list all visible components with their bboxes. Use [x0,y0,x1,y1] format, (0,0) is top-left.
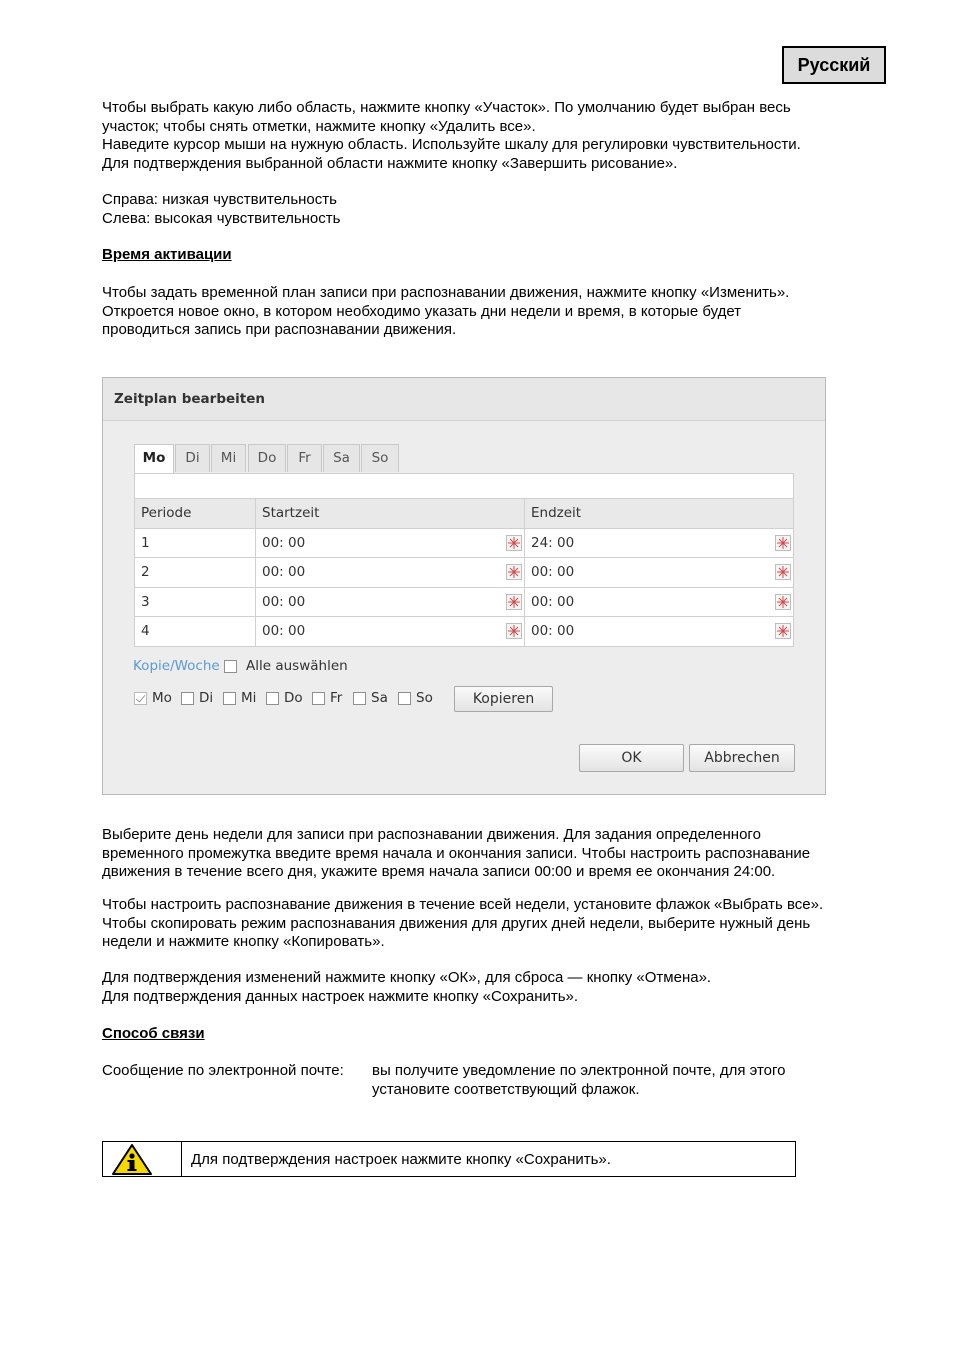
text-line: вы получите уведомление по электронной почте, для этого [372,1062,786,1079]
end-time-cell[interactable] [525,558,794,588]
end-time-value[interactable]: 24: 00 [531,534,575,551]
language-badge: Русский [782,46,886,84]
activation-paragraph [102,284,892,340]
time-picker-icon[interactable] [775,564,791,580]
text-line: Чтобы настроить распознавание движения в течение всей недели, установите флажок «Выбрать все». [102,896,824,913]
ok-button[interactable]: OK [579,744,684,772]
activation-line: проводиться запись при распознавании движения. [102,321,457,338]
copy-day-label-mo: Mo [152,690,172,706]
time-picker-icon[interactable] [775,535,791,551]
copy-day-checkbox-mo[interactable] [134,692,147,705]
start-time-cell[interactable] [256,617,525,647]
copy-day-checkbox-mi[interactable] [223,692,236,705]
tab-mi[interactable]: Mi [211,444,246,472]
text-line: недели и нажмите кнопку «Копировать». [102,933,385,950]
schedule-table [134,498,794,647]
copy-week-link[interactable]: Kopie/Woche [133,658,220,674]
table-row [135,528,794,558]
time-picker-icon[interactable] [506,564,522,580]
copy-day-checkbox-sa[interactable] [353,692,366,705]
intro-line: Чтобы выбрать какую либо область, нажмите кнопку «Участок». По умолчанию будет выбран весь [102,99,791,116]
warning-icon-cell [103,1142,182,1176]
table-header-row [135,499,794,529]
copy-day-label-fr: Fr [330,690,343,706]
week-copy-paragraph [102,896,892,952]
period-cell: 2 [135,558,256,588]
tab-so[interactable]: So [361,444,399,472]
tab-mo[interactable]: Mo [134,444,174,473]
cancel-button[interactable]: Abbrechen [689,744,795,772]
text-line: установите соответствующий флажок. [372,1080,640,1098]
copy-day-label-do: Do [284,690,303,706]
text-line: Выберите день недели для записи при распознавании движения. Для задания определенного [102,826,761,843]
tab-do[interactable]: Do [248,444,286,472]
start-time-cell[interactable] [256,587,525,617]
start-time-value[interactable]: 00: 00 [262,623,306,640]
end-time-value[interactable]: 00: 00 [531,564,575,581]
copy-day-checkbox-fr[interactable] [312,692,325,705]
start-time-cell[interactable] [256,558,525,588]
select-all-checkbox[interactable] [224,660,237,673]
copy-day-label-sa: Sa [371,690,388,706]
warning-icon [111,1143,153,1176]
table-row [135,558,794,588]
time-picker-icon[interactable] [506,623,522,639]
start-time-cell[interactable] [256,528,525,558]
column-header-period: Periode [135,499,256,529]
intro-line: Для подтверждения выбранной области нажмите кнопку «Завершить рисование». [102,154,678,172]
column-header-end: Endzeit [525,499,794,529]
heading-activation-time: Время активации [102,246,232,263]
intro-line: Наведите курсор мыши на нужную область. Используйте шкалу для регулировки чувствительности. [102,136,801,153]
time-picker-icon[interactable] [775,594,791,610]
dialog-title-bar [103,378,825,421]
end-time-value[interactable]: 00: 00 [531,593,575,610]
schedule-dialog [102,377,826,795]
confirm-paragraph [102,969,892,1006]
period-cell: 1 [135,528,256,558]
copy-day-label-mi: Mi [241,690,257,706]
end-time-value[interactable]: 00: 00 [531,623,575,640]
period-cell: 3 [135,587,256,617]
sensitivity-paragraph [102,191,892,228]
start-time-value[interactable]: 00: 00 [262,564,306,581]
start-time-value[interactable]: 00: 00 [262,593,306,610]
email-label: Сообщение по электронной почте: [102,1062,344,1079]
copy-day-checkbox-di[interactable] [181,692,194,705]
time-picker-icon[interactable] [506,594,522,610]
table-row [135,587,794,617]
tab-sa[interactable]: Sa [323,444,360,472]
dialog-title: Zeitplan bearbeiten [114,391,265,407]
activation-line: Чтобы задать временной план записи при распознавании движения, нажмите кнопку «Изменить». [102,284,790,301]
tab-di[interactable]: Di [175,444,210,472]
activation-line: Откроется новое окно, в котором необходимо указать дни недели и время, в которые будет [102,302,742,320]
copy-day-checkbox-do[interactable] [266,692,279,705]
time-picker-icon[interactable] [506,535,522,551]
copy-day-label-so: So [416,690,433,706]
text-line: временного промежутка введите время начала и окончания записи. Чтобы настроить распознавание [102,844,811,862]
start-time-value[interactable]: 00: 00 [262,534,306,551]
warning-note [102,1141,796,1177]
copy-day-label-di: Di [199,690,214,706]
warning-text: Для подтверждения настроек нажмите кнопку «Сохранить». [191,1151,611,1168]
sensitivity-line: Справа: низкая чувствительность [102,191,337,208]
text-line: движения в течение всего дня, укажите время начала записи 00:00 и время ее окончания 24:00. [102,863,776,880]
email-description [372,1062,892,1099]
period-cell: 4 [135,617,256,647]
text-line: Для подтверждения данных настроек нажмите кнопку «Сохранить». [102,987,579,1005]
copy-day-checkbox-so[interactable] [398,692,411,705]
copy-button[interactable]: Kopieren [454,686,553,712]
text-line: Чтобы скопировать режим распознавания движения для других дней недели, выберите нужный день [102,914,811,932]
end-time-cell[interactable] [525,587,794,617]
tab-content-strip [134,473,794,499]
text-line: Для подтверждения изменений нажмите кнопку «ОК», для сброса — кнопку «Отмена». [102,969,712,986]
end-time-cell[interactable] [525,528,794,558]
intro-paragraph [102,99,892,173]
end-time-cell[interactable] [525,617,794,647]
day-selection-paragraph [102,826,892,882]
intro-line: участок; чтобы снять отметки, нажмите кнопку «Удалить все». [102,117,536,135]
select-all-label: Alle auswählen [246,658,348,674]
sensitivity-line: Слева: высокая чувствительность [102,209,341,227]
tab-fr[interactable]: Fr [287,444,322,472]
column-header-start: Startzeit [256,499,525,529]
table-row [135,617,794,647]
heading-connection-method: Способ связи [102,1025,205,1042]
time-picker-icon[interactable] [775,623,791,639]
